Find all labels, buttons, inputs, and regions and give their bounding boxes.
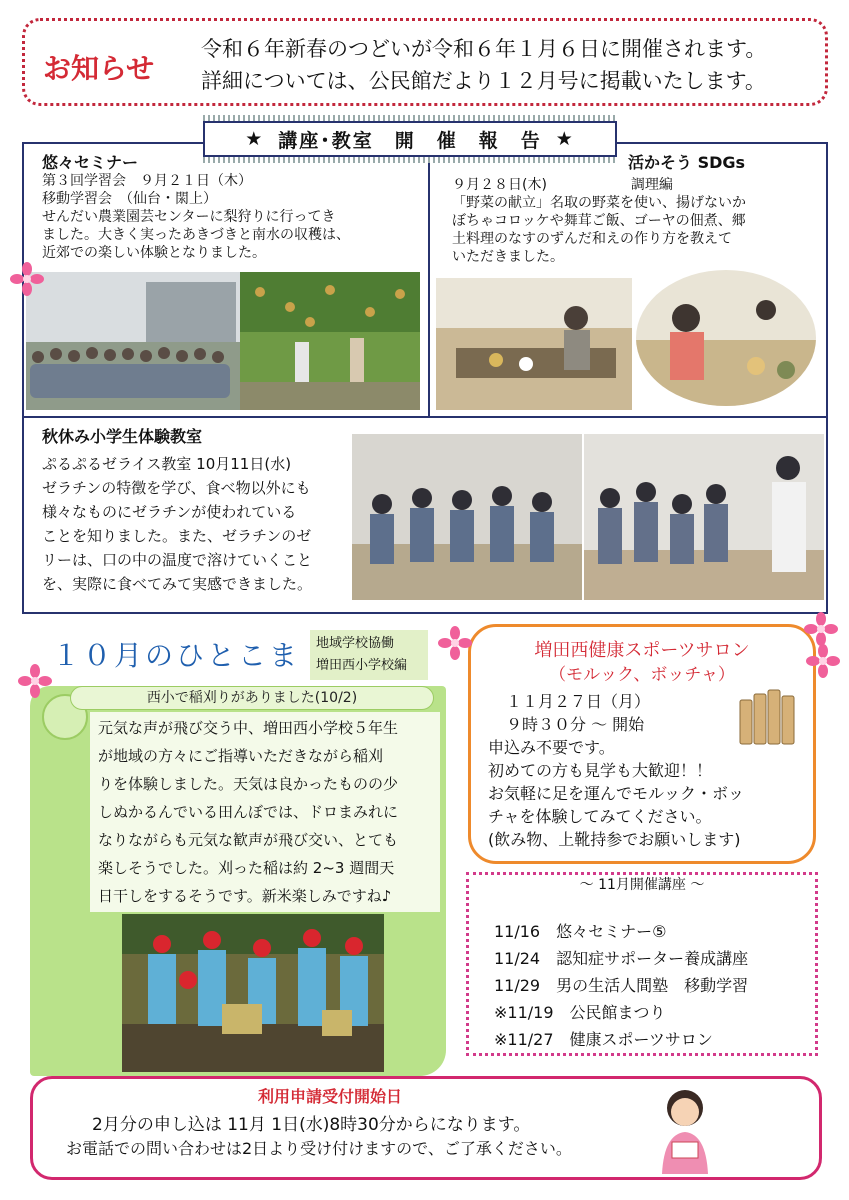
text-line: 「野菜の献立」名取の野菜を使い、揚げないか <box>452 195 746 211</box>
hitokoma-subtitle <box>310 630 428 680</box>
notice-title: お知らせ <box>43 52 155 85</box>
lectures-list <box>494 918 748 1053</box>
subtitle-line: 増田西小学校編 <box>316 658 408 673</box>
text-line: 楽しそうでした。刈った稲は約 2~3 週間天 <box>98 859 395 877</box>
text-line: 移動学習会 （仙台・閖上） <box>42 191 217 207</box>
lectures-title: ～ 11月開催講座 ～ <box>579 877 705 893</box>
text-line: ぼちゃコロッケや舞茸ご飯、ゴーヤの佃煮、郷 <box>452 213 746 229</box>
text-line: 様々なものにゼラチンが使われている <box>42 503 297 521</box>
salon-time: ９時３０分 ～ 開始 <box>506 715 645 734</box>
star-icon: ★ <box>245 128 265 150</box>
yuyu-text <box>42 172 422 262</box>
text-line: ました。大きく実ったあきづきと南水の収穫は、 <box>42 227 350 243</box>
text-line: ゼラチンの特徴を学び、食べ物以外にも <box>42 479 311 497</box>
pink-flower-icon <box>18 664 52 698</box>
text-line: せんだい農業園芸センターに梨狩りに行ってき <box>42 209 336 225</box>
text-line: りを体験しました。天気は良かったものの少 <box>98 775 399 793</box>
salon-date: １１月２７日（月） <box>506 692 651 711</box>
text-line: (飲み物、上靴持参でお願いします) <box>488 830 741 849</box>
salon-subtitle: （モルック、ボッチャ） <box>549 665 735 685</box>
gelatin-class-photo <box>352 434 582 600</box>
report-divider <box>22 416 828 418</box>
notice-text <box>201 33 766 97</box>
text-line: ９月２８日(木) 調理編 <box>452 177 673 193</box>
text-line: なりながらも元気な歓声が飛び交い、とても <box>98 831 399 849</box>
pear-orchard-photo <box>240 272 420 410</box>
rice-harvest-photo <box>122 914 384 1072</box>
banner-decoration <box>203 157 617 163</box>
kids-class-text <box>42 452 352 596</box>
cooking-photo-oval <box>636 270 816 406</box>
report-banner <box>203 121 617 157</box>
banner-decoration <box>203 115 617 121</box>
subtitle-line: 地域学校協働 <box>316 636 395 651</box>
cooking-photo <box>436 278 632 410</box>
kids-class-title: 秋休み小学生体験教室 <box>42 427 203 446</box>
list-item: 11/24 認知症サポーター養成講座 <box>494 949 749 968</box>
list-item: ※11/27 健康スポーツサロン <box>494 1030 713 1049</box>
text-line: お気軽に足を運んでモルック・ボッ <box>488 784 745 803</box>
list-item: 11/16 悠々セミナー⑤ <box>494 922 667 941</box>
report-banner-label: 講座･教室 開 催 報 告 <box>278 129 542 152</box>
notice-line: 令和６年新春のつどいが令和６年１月６日に開催されます。 <box>201 37 767 61</box>
text-line: 近郊での楽しい体験となりました。 <box>42 245 266 261</box>
yuyu-title: 悠々セミナー <box>42 153 139 172</box>
application-title: 利用申請受付開始日 <box>257 1087 402 1106</box>
text-line: いただきました。 <box>452 249 564 265</box>
pink-flower-icon <box>806 644 840 678</box>
application-line: お電話での問い合わせは2日より受け付けますので、ご了承ください。 <box>66 1139 572 1158</box>
salon-title: 増田西健康スポーツサロン <box>534 640 750 661</box>
text-line: 申込み不要です。 <box>488 738 615 757</box>
text-line: 土料理のなすのずんだ和えの作り方を教えて <box>452 231 732 247</box>
pink-flower-icon <box>438 626 472 660</box>
list-item: ※11/19 公民館まつり <box>494 1003 666 1022</box>
text-line: を、実際に食べてみて実感できました。 <box>42 575 313 593</box>
salon-text <box>488 690 744 851</box>
rice-harvest-text <box>98 714 440 910</box>
text-line: が地域の方々にご指導いただきながら稲刈 <box>98 747 384 765</box>
reading-woman-icon <box>650 1082 720 1174</box>
pink-flower-icon <box>10 262 44 296</box>
text-line: ことを知りました。また、ゼラチンのゼ <box>42 527 312 545</box>
notice-line: 詳細については、公民館だより１２月号に掲載いたします。 <box>201 69 766 93</box>
text-line: 第３回学習会 ９月２１日（木） <box>42 173 252 189</box>
scroll-title: 西小で稲刈りがありました(10/2) <box>70 686 434 710</box>
text-line: ぷるぷるゼライス教室 10月11日(水) <box>42 455 292 473</box>
molkky-pins-icon <box>736 686 806 746</box>
application-line: 2月分の申し込は 11月 1日(水)8時30分からになります。 <box>92 1115 531 1135</box>
report-divider <box>428 142 430 417</box>
gelatin-demo-photo <box>584 434 824 600</box>
text-line: チャを体験してみてください。 <box>488 807 712 826</box>
star-icon: ★ <box>555 128 575 150</box>
text-line: 初めての方も見学も大歓迎！！ <box>488 761 713 780</box>
text-line: 元気な声が飛び交う中、増田西小学校５年生 <box>98 719 399 737</box>
text-line: リーは、口の中の温度で溶けていくこと <box>42 551 313 569</box>
list-item: 11/29 男の生活人間塾 移動学習 <box>494 976 749 995</box>
text-line: 日干しをするそうです。新米楽しみですね♪ <box>98 887 392 905</box>
text-line: しぬかるんでいる田んぼでは、ドロまみれに <box>98 803 399 821</box>
sdgs-title: 活かそう SDGs <box>628 153 746 172</box>
pink-flower-icon <box>804 612 838 646</box>
group-photo <box>26 272 240 410</box>
hitokoma-title: １０月のひとこま <box>52 639 301 672</box>
notice-box <box>22 18 828 106</box>
sdgs-text <box>452 176 822 266</box>
